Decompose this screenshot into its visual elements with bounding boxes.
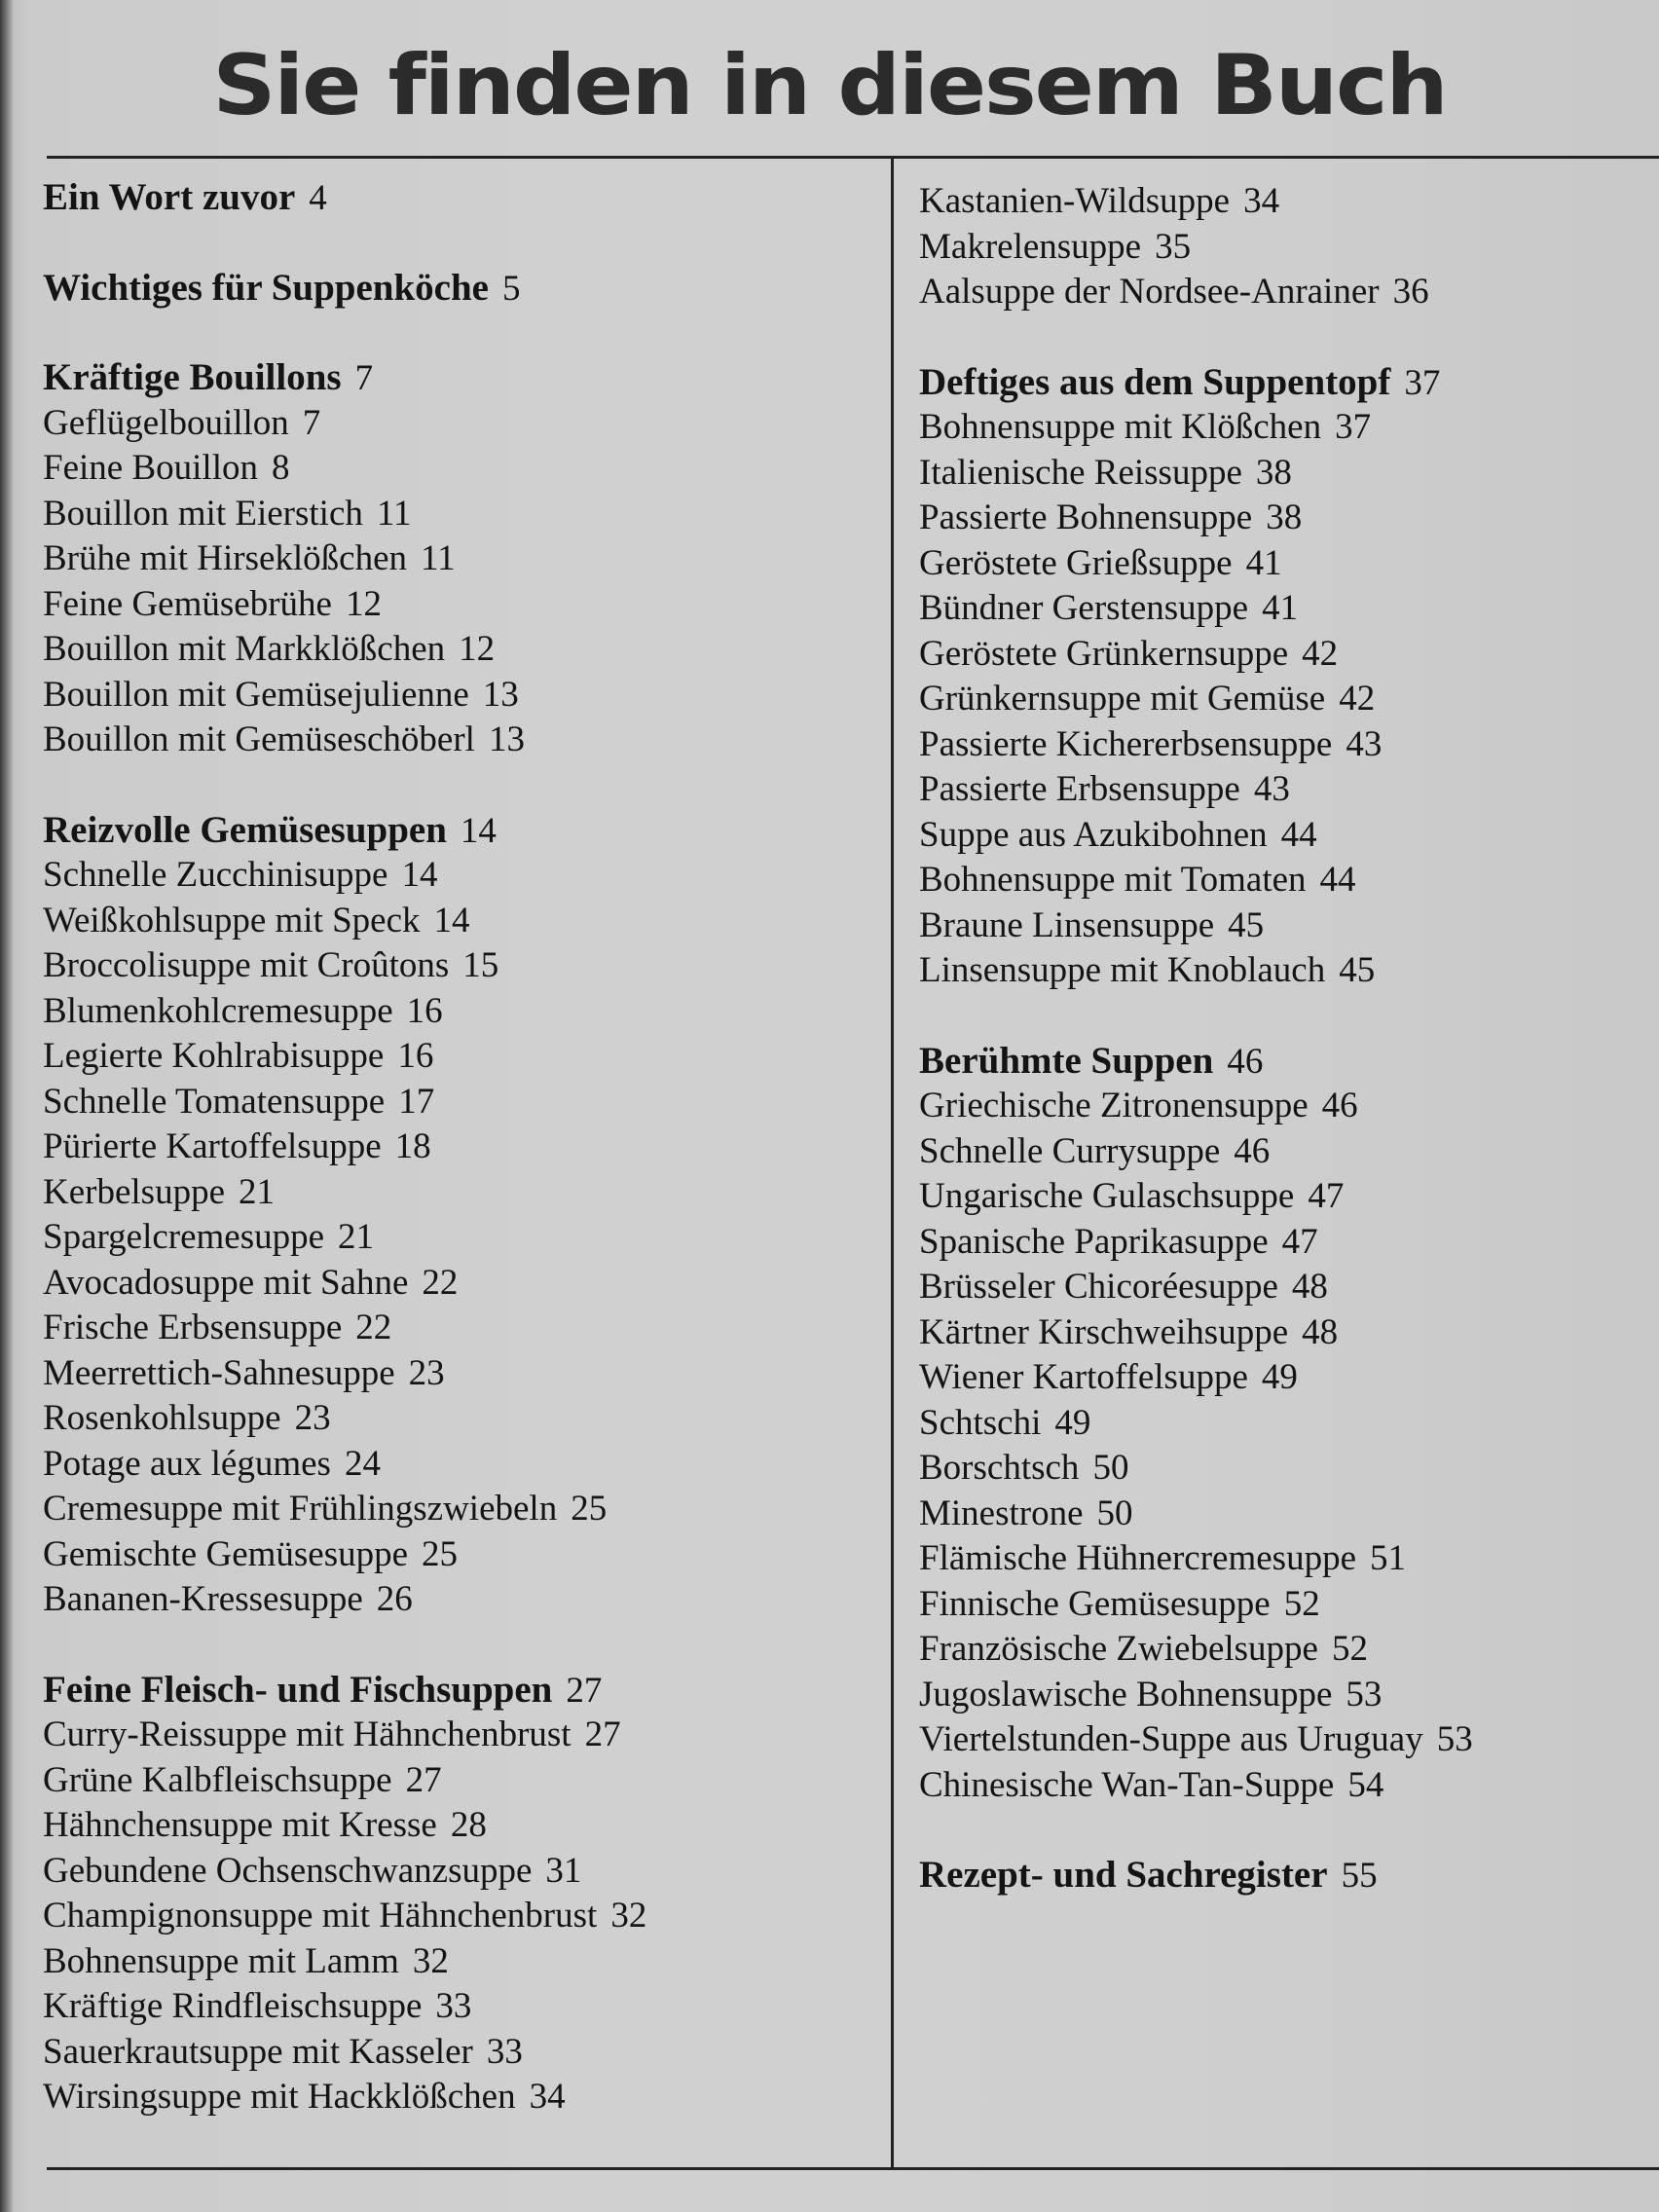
toc-entry-title: Flämische Hühnercremesuppe (919, 1538, 1356, 1578)
toc-entry-title: Spanische Paprikasuppe (919, 1221, 1269, 1262)
book-spine-shadow (0, 0, 14, 2212)
toc-entry (919, 632, 1473, 678)
toc-entry (919, 903, 1473, 949)
toc-entry-page: 52 (1283, 1583, 1320, 1624)
toc-entry-page: 47 (1281, 1221, 1318, 1262)
toc-entry-title: Linsensuppe mit Knoblauch (919, 950, 1326, 990)
toc-entry-page: 33 (486, 2031, 523, 2072)
toc-entry-page: 8 (271, 448, 290, 488)
toc-entry-title: Legierte Kohlrabisuppe (43, 1036, 385, 1076)
toc-entry (43, 1803, 646, 1849)
toc-entry-title: Wirsingsuppe mit Hackklößchen (43, 2077, 516, 2117)
toc-entry (919, 405, 1473, 451)
section-heading-page: 27 (566, 1670, 603, 1711)
toc-entry (919, 541, 1473, 587)
toc-section (919, 360, 1473, 994)
toc-entry-page: 43 (1253, 769, 1290, 809)
toc-entry-title: Bouillon mit Gemüsejulienne (43, 674, 469, 715)
toc-entry-page: 21 (338, 1217, 375, 1257)
toc-entry-title: Braune Linsensuppe (919, 904, 1215, 945)
toc-entry-page: 15 (462, 945, 499, 985)
toc-entry-title: Ungarische Gulaschsuppe (919, 1176, 1295, 1216)
toc-entry-page: 42 (1339, 679, 1376, 719)
section-heading-title: Deftiges aus dem Suppentopf (919, 360, 1391, 403)
toc-entry-page: 51 (1370, 1538, 1406, 1578)
toc-entry-page: 38 (1266, 498, 1303, 537)
toc-entry-title: Bouillon mit Markklößchen (43, 629, 446, 669)
toc-entry-page: 12 (459, 629, 496, 669)
toc-entry-title: Bohnensuppe mit Tomaten (919, 860, 1307, 900)
toc-entry-page: 44 (1280, 814, 1317, 855)
section-heading (43, 175, 646, 221)
toc-entry (919, 1717, 1473, 1763)
toc-entry-title: Pürierte Kartoffelsuppe (43, 1126, 382, 1166)
toc-entry-title: Suppe aus Azukibohnen (919, 814, 1268, 855)
toc-entry (43, 1577, 646, 1623)
toc-entry (43, 1442, 646, 1488)
toc-entry (919, 1763, 1473, 1809)
toc-entry-title: Kräftige Rindfleischsuppe (43, 1986, 423, 2026)
toc-entry (919, 1355, 1473, 1401)
toc-entry-title: Bohnensuppe mit Klößchen (919, 407, 1322, 447)
toc-entry-page: 27 (584, 1714, 621, 1754)
toc-entry-page: 14 (401, 855, 438, 895)
toc-entry-title: Frische Erbsensuppe (43, 1308, 343, 1347)
toc-section (919, 179, 1473, 315)
toc-entry-page: 44 (1319, 860, 1356, 900)
toc-entry-title: Minestrone (919, 1493, 1084, 1533)
toc-entry (43, 1939, 646, 1985)
toc-entry-title: Viertelstunden-Suppe aus Uruguay (919, 1719, 1423, 1759)
toc-entry (919, 1310, 1473, 1356)
toc-entry (43, 1124, 646, 1170)
toc-entry-page: 22 (355, 1308, 392, 1347)
toc-entry (43, 1351, 646, 1397)
toc-entry-page: 41 (1262, 588, 1299, 628)
toc-entry (43, 1487, 646, 1532)
toc-entry-page: 47 (1308, 1176, 1345, 1216)
toc-section (43, 808, 646, 1623)
toc-entry-title: Hähnchensuppe mit Kresse (43, 1805, 437, 1845)
toc-entry-page: 17 (398, 1081, 435, 1122)
toc-section (43, 355, 646, 763)
toc-entry-page: 52 (1331, 1629, 1368, 1669)
toc-entry-title: Passierte Kichererbsensuppe (919, 723, 1333, 764)
toc-entry (919, 496, 1473, 541)
page-title: Sie finden in diesem Buch (212, 37, 1447, 134)
toc-entry-page: 16 (397, 1036, 434, 1076)
toc-entry-page: 36 (1392, 272, 1429, 312)
toc-entry-title: Finnische Gemüsesuppe (919, 1583, 1271, 1624)
toc-entry (919, 225, 1473, 271)
toc-entry-title: Geröstete Grünkernsuppe (919, 633, 1289, 674)
toc-entry (43, 899, 646, 944)
toc-entry-page: 50 (1092, 1448, 1129, 1488)
toc-entry-title: Bananen-Kressesuppe (43, 1579, 363, 1619)
toc-entry-page: 26 (376, 1579, 413, 1619)
toc-entry-title: Blumenkohlcremesuppe (43, 990, 393, 1031)
toc-entry (43, 1894, 646, 1939)
bottom-rule (47, 2167, 1659, 2170)
toc-entry-title: Brühe mit Hirseklößchen (43, 538, 408, 578)
toc-entry (43, 1532, 646, 1578)
toc-entry-title: Gebundene Ochsenschwanzsuppe (43, 1850, 533, 1891)
toc-entry-page: 54 (1347, 1764, 1384, 1805)
toc-entry (43, 853, 646, 899)
toc-entry-title: Italienische Reissuppe (919, 452, 1242, 493)
toc-entry-page: 38 (1255, 452, 1292, 493)
toc-entry (43, 492, 646, 537)
toc-entry-page: 25 (571, 1489, 608, 1529)
toc-entry-page: 16 (406, 990, 443, 1031)
toc-entry (919, 179, 1473, 225)
toc-entry-title: Brüsseler Chicoréesuppe (919, 1267, 1278, 1307)
toc-entry-page: 12 (345, 583, 382, 624)
toc-entry-title: Schtschi (919, 1402, 1042, 1443)
toc-entry (43, 1261, 646, 1307)
toc-entry-page: 34 (1243, 181, 1280, 221)
toc-entry-page: 13 (482, 674, 519, 715)
toc-entry-page: 22 (422, 1262, 459, 1303)
toc-entry-title: Geröstete Grießsuppe (919, 542, 1233, 583)
toc-entry (43, 1306, 646, 1351)
toc-entry-title: Französische Zwiebelsuppe (919, 1629, 1318, 1669)
toc-entry-page: 53 (1436, 1719, 1473, 1759)
toc-entry-title: Kastanien-Wildsuppe (919, 181, 1231, 221)
toc-entry-title: Feine Bouillon (43, 448, 258, 488)
toc-section (43, 175, 646, 221)
section-heading (919, 360, 1473, 406)
toc-entry (43, 1396, 646, 1442)
toc-entry-page: 28 (450, 1805, 487, 1845)
toc-entry-page: 48 (1291, 1267, 1328, 1307)
section-heading-page: 14 (460, 810, 497, 851)
section-heading (43, 355, 646, 401)
toc-entry-title: Broccolisuppe mit Croûtons (43, 945, 450, 985)
toc-entry-title: Champignonsuppe mit Hähnchenbrust (43, 1896, 598, 1936)
toc-entry-title: Sauerkrautsuppe mit Kasseler (43, 2031, 473, 2072)
toc-entry-page: 27 (405, 1759, 442, 1800)
toc-entry (43, 446, 646, 492)
toc-entry (919, 1265, 1473, 1310)
toc-section (919, 1853, 1473, 1899)
toc-entry-title: Grünkernsuppe mit Gemüse (919, 679, 1326, 719)
toc-entry-title: Bohnensuppe mit Lamm (43, 1940, 399, 1981)
toc-entry-title: Bouillon mit Eierstich (43, 493, 363, 534)
section-heading-page: 4 (309, 178, 327, 218)
toc-entry-page: 34 (529, 2077, 566, 2117)
toc-entry-page: 11 (376, 493, 412, 534)
toc-entry-page: 14 (433, 900, 470, 940)
toc-entry (43, 989, 646, 1035)
toc-entry-title: Schnelle Zucchinisuppe (43, 855, 388, 895)
toc-entry-title: Geflügelbouillon (43, 402, 289, 443)
toc-entry-title: Rosenkohlsuppe (43, 1398, 281, 1438)
section-heading-title: Ein Wort zuvor (43, 176, 296, 218)
toc-entry (43, 2030, 646, 2076)
toc-entry-page: 13 (488, 719, 525, 759)
toc-entry (919, 677, 1473, 722)
toc-entry-page: 37 (1335, 407, 1372, 447)
toc-entry-title: Avocadosuppe mit Sahne (43, 1262, 409, 1303)
toc-entry-page: 33 (435, 1986, 472, 2026)
section-heading-title: Reizvolle Gemüsesuppen (43, 808, 447, 851)
toc-entry-title: Curry-Reissuppe mit Hähnchenbrust (43, 1714, 571, 1754)
section-heading (919, 1853, 1473, 1899)
toc-entry-page: 48 (1302, 1311, 1339, 1352)
toc-entry-title: Weißkohlsuppe mit Speck (43, 900, 421, 940)
toc-entry-page: 42 (1302, 633, 1339, 674)
toc-entry (43, 1984, 646, 2030)
toc-entry (43, 627, 646, 673)
section-heading-page: 55 (1341, 1856, 1378, 1896)
toc-entry-title: Feine Gemüsebrühe (43, 583, 332, 624)
toc-entry-title: Jugoslawische Bohnensuppe (919, 1674, 1333, 1714)
toc-entry (919, 1220, 1473, 1266)
toc-entry-page: 23 (294, 1398, 331, 1438)
toc-entry (43, 1713, 646, 1758)
toc-entry (43, 943, 646, 989)
toc-entry-title: Cremesuppe mit Frühlingszwiebeln (43, 1489, 558, 1529)
section-heading (919, 1039, 1473, 1085)
toc-entry-page: 31 (545, 1850, 582, 1891)
toc-entry-title: Kerbelsuppe (43, 1171, 225, 1212)
section-heading-page: 37 (1404, 362, 1441, 403)
toc-entry-page: 45 (1228, 904, 1265, 945)
toc-entry-page: 18 (394, 1126, 431, 1166)
toc-entry-title: Borschtsch (919, 1448, 1080, 1488)
toc-entry-page: 49 (1261, 1357, 1298, 1397)
toc-section (43, 1668, 646, 2120)
toc-entry (919, 270, 1473, 315)
left-toc-column (43, 175, 646, 2120)
toc-entry (919, 858, 1473, 903)
toc-entry-page: 7 (302, 402, 321, 443)
section-heading-title: Kräftige Bouillons (43, 356, 342, 398)
toc-entry-title: Kärtner Kirschweihsuppe (919, 1311, 1289, 1352)
toc-entry (43, 1034, 646, 1080)
toc-entry-page: 24 (344, 1443, 381, 1484)
toc-entry (919, 1673, 1473, 1718)
top-rule (47, 156, 1659, 159)
toc-entry-page: 25 (422, 1533, 459, 1574)
section-heading-title: Berühmte Suppen (919, 1039, 1214, 1082)
section-heading-title: Wichtiges für Suppenköche (43, 266, 489, 309)
section-heading-page: 46 (1227, 1041, 1264, 1082)
toc-entry (919, 1401, 1473, 1447)
toc-entry (43, 673, 646, 719)
toc-entry (919, 1174, 1473, 1220)
section-heading-title: Feine Fleisch- und Fischsuppen (43, 1668, 553, 1711)
toc-entry-title: Makrelensuppe (919, 226, 1142, 267)
toc-entry (919, 722, 1473, 768)
toc-entry-title: Bündner Gerstensuppe (919, 588, 1249, 628)
toc-entry-title: Wiener Kartoffelsuppe (919, 1357, 1248, 1397)
toc-entry-page: 21 (239, 1171, 275, 1212)
toc-section (919, 1039, 1473, 1809)
toc-entry (43, 582, 646, 628)
section-heading (43, 266, 646, 312)
toc-entry (919, 1492, 1473, 1537)
toc-entry (919, 1627, 1473, 1673)
toc-entry-page: 32 (610, 1896, 647, 1936)
toc-entry (919, 1446, 1473, 1492)
right-toc-column (919, 179, 1473, 1899)
toc-entry (43, 536, 646, 582)
toc-entry-page: 50 (1096, 1493, 1133, 1533)
toc-entry-page: 43 (1346, 723, 1382, 764)
toc-entry-title: Schnelle Tomatensuppe (43, 1081, 386, 1122)
toc-entry (43, 1849, 646, 1895)
toc-entry-title: Bouillon mit Gemüseschöberl (43, 719, 475, 759)
toc-entry-title: Potage aux légumes (43, 1443, 331, 1484)
toc-entry-title: Griechische Zitronensuppe (919, 1086, 1309, 1125)
toc-entry (919, 813, 1473, 859)
section-heading (43, 808, 646, 854)
toc-entry-title: Passierte Bohnensuppe (919, 498, 1253, 537)
toc-entry-page: 49 (1054, 1402, 1091, 1443)
toc-entry (919, 1084, 1473, 1129)
toc-section (43, 266, 646, 312)
section-heading (43, 1668, 646, 1714)
toc-entry-page: 35 (1155, 226, 1192, 267)
column-divider (891, 156, 894, 2170)
toc-entry-page: 46 (1321, 1086, 1358, 1125)
toc-entry-page: 41 (1245, 542, 1282, 583)
toc-entry-title: Gemischte Gemüsesuppe (43, 1533, 409, 1574)
section-heading-page: 5 (501, 268, 521, 309)
toc-entry (43, 2075, 646, 2120)
toc-entry (43, 1758, 646, 1804)
toc-entry (919, 767, 1473, 813)
toc-entry-title: Chinesische Wan-Tan-Suppe (919, 1764, 1335, 1805)
toc-entry (43, 1170, 646, 1216)
toc-entry-page: 11 (421, 538, 456, 578)
toc-entry (919, 1536, 1473, 1582)
toc-entry-title: Aalsuppe der Nordsee-Anrainer (919, 272, 1380, 312)
toc-entry-page: 32 (412, 1940, 449, 1981)
toc-entry (919, 1129, 1473, 1175)
toc-entry (43, 401, 646, 447)
toc-entry (43, 1215, 646, 1261)
toc-entry-title: Spargelcremesuppe (43, 1217, 325, 1257)
toc-entry-title: Grüne Kalbfleischsuppe (43, 1759, 392, 1800)
section-heading-title: Rezept- und Sachregister (919, 1854, 1328, 1896)
toc-entry-title: Meerrettich-Sahnesuppe (43, 1352, 395, 1393)
section-heading-page: 7 (354, 358, 374, 398)
toc-entry-title: Schnelle Currysuppe (919, 1130, 1221, 1171)
toc-entry-page: 45 (1339, 950, 1376, 990)
toc-entry (919, 948, 1473, 994)
toc-entry (919, 1582, 1473, 1628)
toc-entry (919, 451, 1473, 497)
toc-entry (919, 586, 1473, 632)
toc-entry-title: Passierte Erbsensuppe (919, 769, 1240, 809)
toc-entry (43, 718, 646, 763)
toc-entry-page: 46 (1234, 1130, 1271, 1171)
toc-entry-page: 23 (408, 1352, 445, 1393)
toc-entry (43, 1080, 646, 1125)
toc-entry-page: 53 (1346, 1674, 1382, 1714)
